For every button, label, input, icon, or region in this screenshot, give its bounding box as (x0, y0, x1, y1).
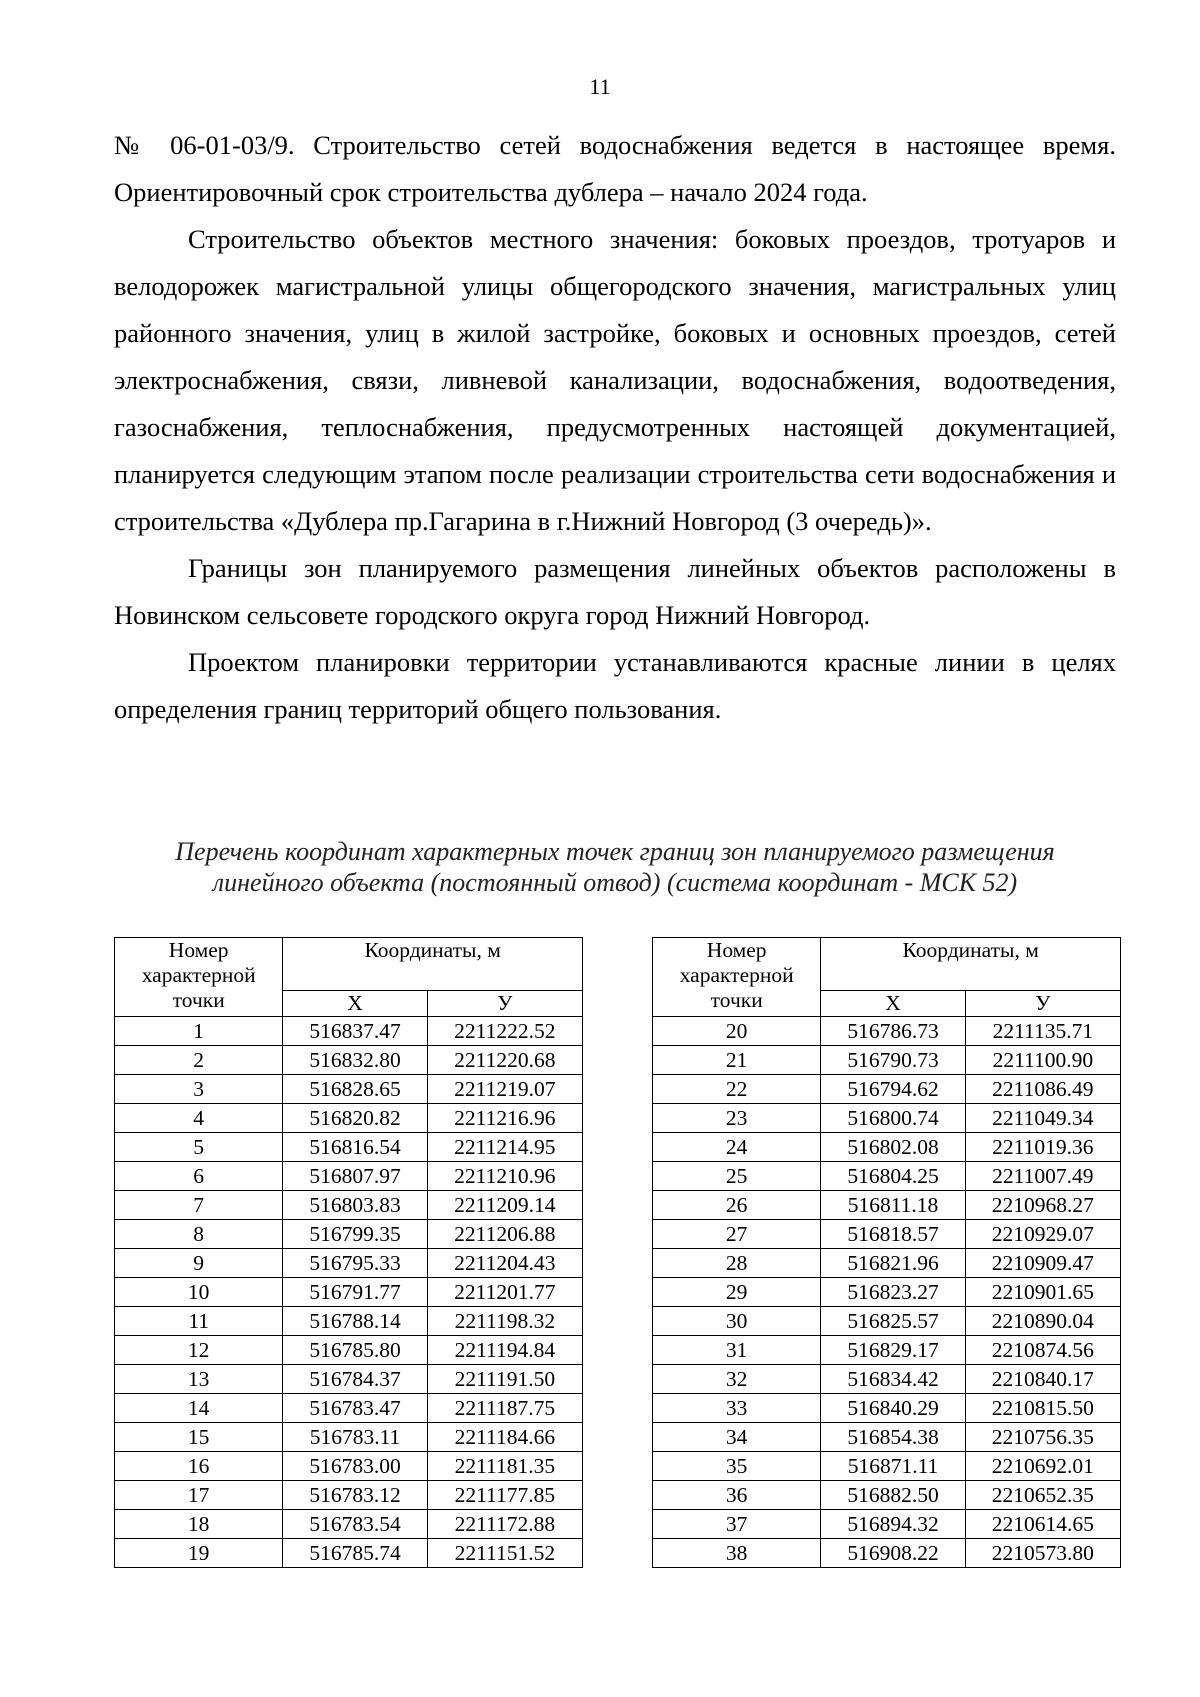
x-coordinate-cell: 516786.73 (821, 1017, 965, 1046)
x-coordinate-cell: 516894.32 (821, 1510, 965, 1539)
point-number-cell: 11 (115, 1307, 283, 1336)
table-row (653, 1510, 1121, 1539)
x-coordinate-cell: 516818.57 (821, 1220, 965, 1249)
table-row (653, 1452, 1121, 1481)
point-number-cell: 30 (653, 1307, 821, 1336)
point-number-cell: 19 (115, 1539, 283, 1568)
x-coordinate-cell: 516800.74 (821, 1104, 965, 1133)
table-row (653, 1046, 1121, 1075)
point-number-cell: 33 (653, 1394, 821, 1423)
x-coordinate-cell: 516816.54 (283, 1133, 427, 1162)
table-row (653, 1249, 1121, 1278)
point-number-cell: 7 (115, 1191, 283, 1220)
x-coordinate-cell: 516834.42 (821, 1365, 965, 1394)
y-coordinate-cell: 2210929.07 (965, 1220, 1120, 1249)
point-number-cell: 15 (115, 1423, 283, 1452)
table-row (653, 1539, 1121, 1568)
header-point-number: Номер характерной точки (115, 938, 283, 1017)
x-coordinate-cell: 516811.18 (821, 1191, 965, 1220)
header-coordinates: Координаты, м (283, 938, 583, 991)
y-coordinate-cell: 2211184.66 (427, 1423, 582, 1452)
coordinates-table-left (114, 937, 583, 1568)
table-row (115, 1481, 583, 1510)
y-coordinate-cell: 2210901.65 (965, 1278, 1120, 1307)
x-coordinate-cell: 516794.62 (821, 1075, 965, 1104)
y-coordinate-cell: 2211007.49 (965, 1162, 1120, 1191)
x-coordinate-cell: 516882.50 (821, 1481, 965, 1510)
x-coordinate-cell: 516837.47 (283, 1017, 427, 1046)
table-row (653, 1278, 1121, 1307)
x-coordinate-cell: 516785.80 (283, 1336, 427, 1365)
x-coordinate-cell: 516807.97 (283, 1162, 427, 1191)
x-coordinate-cell: 516783.54 (283, 1510, 427, 1539)
y-coordinate-cell: 2211181.35 (427, 1452, 582, 1481)
point-number-cell: 3 (115, 1075, 283, 1104)
table-row (115, 1394, 583, 1423)
paragraph-1: № 06-01-03/9. Строительство сетей водоснабжения ведется в настоящее время. Ориентировочный срок строительства дублера – начало 2024 года. (114, 130, 1116, 207)
y-coordinate-cell: 2211135.71 (965, 1017, 1120, 1046)
x-coordinate-cell: 516829.17 (821, 1336, 965, 1365)
y-coordinate-cell: 2211100.90 (965, 1046, 1120, 1075)
y-coordinate-cell: 2211194.84 (427, 1336, 582, 1365)
x-coordinate-cell: 516783.12 (283, 1481, 427, 1510)
table-row (653, 1104, 1121, 1133)
point-number-cell: 16 (115, 1452, 283, 1481)
y-coordinate-cell: 2211198.32 (427, 1307, 582, 1336)
point-number-cell: 38 (653, 1539, 821, 1568)
x-coordinate-cell: 516823.27 (821, 1278, 965, 1307)
y-coordinate-cell: 2211214.95 (427, 1133, 582, 1162)
y-coordinate-cell: 2211151.52 (427, 1539, 582, 1568)
caption-line-1: Перечень координат характерных точек границ зон планируемого размещения (175, 837, 1055, 866)
table-row (653, 1133, 1121, 1162)
y-coordinate-cell: 2211019.36 (965, 1133, 1120, 1162)
table-row (653, 1307, 1121, 1336)
x-coordinate-cell: 516821.96 (821, 1249, 965, 1278)
point-number-cell: 29 (653, 1278, 821, 1307)
point-number-cell: 17 (115, 1481, 283, 1510)
point-number-cell: 20 (653, 1017, 821, 1046)
x-coordinate-cell: 516783.11 (283, 1423, 427, 1452)
header-y: У (427, 991, 582, 1017)
x-coordinate-cell: 516828.65 (283, 1075, 427, 1104)
point-number-cell: 31 (653, 1336, 821, 1365)
y-coordinate-cell: 2210968.27 (965, 1191, 1120, 1220)
point-number-cell: 12 (115, 1336, 283, 1365)
point-number-cell: 23 (653, 1104, 821, 1133)
point-number-cell: 9 (115, 1249, 283, 1278)
y-coordinate-cell: 2211204.43 (427, 1249, 582, 1278)
y-coordinate-cell: 2210815.50 (965, 1394, 1120, 1423)
table-row (115, 1423, 583, 1452)
point-number-cell: 10 (115, 1278, 283, 1307)
table-row (115, 1365, 583, 1394)
x-coordinate-cell: 516791.77 (283, 1278, 427, 1307)
table-row (653, 1162, 1121, 1191)
point-number-cell: 25 (653, 1162, 821, 1191)
y-coordinate-cell: 2210614.65 (965, 1510, 1120, 1539)
table-row (115, 1510, 583, 1539)
x-coordinate-cell: 516784.37 (283, 1365, 427, 1394)
header-x: X (283, 991, 427, 1017)
coordinates-table-right (652, 937, 1121, 1568)
x-coordinate-cell: 516788.14 (283, 1307, 427, 1336)
table-row (653, 1481, 1121, 1510)
y-coordinate-cell: 2211222.52 (427, 1017, 582, 1046)
point-number-cell: 36 (653, 1481, 821, 1510)
y-coordinate-cell: 2210652.35 (965, 1481, 1120, 1510)
table-row (653, 1365, 1121, 1394)
point-number-cell: 13 (115, 1365, 283, 1394)
paragraph-2: Строительство объектов местного значения: боковых проездов, тротуаров и велодорожек магистральной улицы общегородского значения, магистральных улиц районного значения, улиц в жилой застройке, боковых и основных проездов, сетей электроснабжения, связи, ливневой канализации, водоснабжения, водоотведения, газоснабжения, теплоснабжения, предусмотренных настоящей документацией, планируется следующим этапом после реализации строительства сети водоснабжения и строительства «Дублера пр.Гагарина в г.Нижний Новгород (3 очередь)». (114, 224, 1116, 536)
y-coordinate-cell: 2211049.34 (965, 1104, 1120, 1133)
point-number-cell: 35 (653, 1452, 821, 1481)
point-number-cell: 4 (115, 1104, 283, 1133)
y-coordinate-cell: 2210890.04 (965, 1307, 1120, 1336)
header-y: У (965, 991, 1120, 1017)
header-coordinates: Координаты, м (821, 938, 1121, 991)
point-number-cell: 21 (653, 1046, 821, 1075)
point-number-cell: 26 (653, 1191, 821, 1220)
y-coordinate-cell: 2211187.75 (427, 1394, 582, 1423)
y-coordinate-cell: 2211206.88 (427, 1220, 582, 1249)
table-row (115, 1249, 583, 1278)
y-coordinate-cell: 2211216.96 (427, 1104, 582, 1133)
paragraph-4: Проектом планировки территории устанавливаются красные линии в целях определения границ территорий общего пользования. (114, 647, 1116, 724)
caption-line-2: линейного объекта (постоянный отвод) (система координат - МСК 52) (212, 868, 1018, 897)
table-row (115, 1539, 583, 1568)
table-row (115, 1336, 583, 1365)
point-number-cell: 24 (653, 1133, 821, 1162)
table-row (115, 1046, 583, 1075)
table-row (115, 1104, 583, 1133)
x-coordinate-cell: 516854.38 (821, 1423, 965, 1452)
y-coordinate-cell: 2211177.85 (427, 1481, 582, 1510)
x-coordinate-cell: 516799.35 (283, 1220, 427, 1249)
y-coordinate-cell: 2211086.49 (965, 1075, 1120, 1104)
point-number-cell: 2 (115, 1046, 283, 1075)
header-point-number: Номер характерной точки (653, 938, 821, 1017)
page-number: 11 (589, 74, 611, 99)
y-coordinate-cell: 2211209.14 (427, 1191, 582, 1220)
point-number-cell: 27 (653, 1220, 821, 1249)
y-coordinate-cell: 2211191.50 (427, 1365, 582, 1394)
x-coordinate-cell: 516820.82 (283, 1104, 427, 1133)
table-row (653, 1394, 1121, 1423)
x-coordinate-cell: 516785.74 (283, 1539, 427, 1568)
point-number-cell: 8 (115, 1220, 283, 1249)
x-coordinate-cell: 516783.00 (283, 1452, 427, 1481)
x-coordinate-cell: 516825.57 (821, 1307, 965, 1336)
x-coordinate-cell: 516795.33 (283, 1249, 427, 1278)
y-coordinate-cell: 2211220.68 (427, 1046, 582, 1075)
x-coordinate-cell: 516908.22 (821, 1539, 965, 1568)
table-row (115, 1452, 583, 1481)
paragraph-3: Границы зон планируемого размещения линейных объектов расположены в Новинском сельсовете городского округа город Нижний Новгород. (114, 553, 1116, 630)
table-body (653, 1017, 1121, 1568)
table-row (653, 1017, 1121, 1046)
table-row (653, 1423, 1121, 1452)
y-coordinate-cell: 2211172.88 (427, 1510, 582, 1539)
point-number-cell: 18 (115, 1510, 283, 1539)
table-row (115, 1133, 583, 1162)
y-coordinate-cell: 2210840.17 (965, 1365, 1120, 1394)
point-number-cell: 6 (115, 1162, 283, 1191)
y-coordinate-cell: 2211219.07 (427, 1075, 582, 1104)
table-caption (100, 836, 1130, 898)
y-coordinate-cell: 2211201.77 (427, 1278, 582, 1307)
point-number-cell: 37 (653, 1510, 821, 1539)
y-coordinate-cell: 2210692.01 (965, 1452, 1120, 1481)
point-number-cell: 32 (653, 1365, 821, 1394)
point-number-cell: 5 (115, 1133, 283, 1162)
table-row (653, 1220, 1121, 1249)
x-coordinate-cell: 516871.11 (821, 1452, 965, 1481)
body-text (114, 122, 1116, 733)
y-coordinate-cell: 2210909.47 (965, 1249, 1120, 1278)
x-coordinate-cell: 516803.83 (283, 1191, 427, 1220)
table-row (115, 1278, 583, 1307)
point-number-cell: 34 (653, 1423, 821, 1452)
y-coordinate-cell: 2210573.80 (965, 1539, 1120, 1568)
table-row (115, 1191, 583, 1220)
x-coordinate-cell: 516802.08 (821, 1133, 965, 1162)
y-coordinate-cell: 2210756.35 (965, 1423, 1120, 1452)
table-row (115, 1162, 583, 1191)
y-coordinate-cell: 2210874.56 (965, 1336, 1120, 1365)
table-row (653, 1191, 1121, 1220)
point-number-cell: 28 (653, 1249, 821, 1278)
table-row (115, 1017, 583, 1046)
point-number-cell: 1 (115, 1017, 283, 1046)
table-body (115, 1017, 583, 1568)
x-coordinate-cell: 516804.25 (821, 1162, 965, 1191)
table-row (653, 1336, 1121, 1365)
header-x: X (821, 991, 965, 1017)
x-coordinate-cell: 516832.80 (283, 1046, 427, 1075)
table-row (115, 1075, 583, 1104)
table-row (115, 1220, 583, 1249)
table-row (115, 1307, 583, 1336)
y-coordinate-cell: 2211210.96 (427, 1162, 582, 1191)
x-coordinate-cell: 516790.73 (821, 1046, 965, 1075)
table-row (653, 1075, 1121, 1104)
x-coordinate-cell: 516840.29 (821, 1394, 965, 1423)
point-number-cell: 14 (115, 1394, 283, 1423)
x-coordinate-cell: 516783.47 (283, 1394, 427, 1423)
point-number-cell: 22 (653, 1075, 821, 1104)
